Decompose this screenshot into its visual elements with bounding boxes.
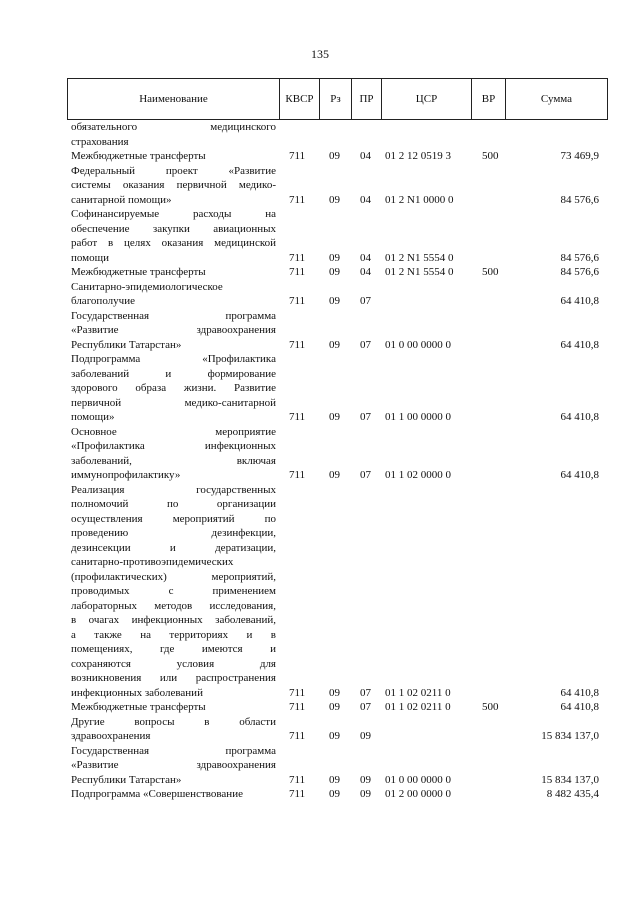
row-pr: 07 [360, 701, 371, 713]
row-name-line: лабораторных методов исследования, [71, 599, 276, 612]
row-name-line: санитарной помощи» [71, 193, 172, 206]
row-pr: 07 [360, 686, 371, 699]
row-name-line: первичной медико-санитарной [71, 396, 276, 409]
row-name [67, 207, 276, 265]
row-pr: 09 [360, 773, 371, 786]
row-name-line: благополучие [71, 295, 135, 307]
row-pr: 07 [360, 295, 371, 307]
row-name-line: Государственная программа [71, 744, 276, 757]
table-row [67, 207, 607, 265]
row-name-line: в очагах инфекционных заболеваний, [71, 614, 276, 626]
row-name-line: заболеваний, включая [71, 454, 276, 467]
row-name-line: страхования [71, 135, 129, 148]
row-name-line: Софинансируемые расходы на [71, 208, 276, 220]
row-name-line: сохраняются условия для [71, 657, 276, 670]
row-sum: 64 410,8 [560, 338, 599, 351]
row-rz: 09 [329, 150, 340, 162]
row-pr: 04 [360, 150, 371, 162]
row-name [67, 120, 276, 149]
header-name: Наименование [68, 79, 280, 120]
row-sum: 64 410,8 [560, 469, 599, 481]
row-name [67, 425, 276, 483]
row-pr: 09 [360, 788, 371, 800]
table-row [67, 149, 607, 164]
row-pr: 04 [360, 251, 371, 264]
row-vr: 500 [482, 266, 499, 278]
row-name [67, 265, 276, 280]
table-row [67, 352, 607, 425]
header-vr: ВР [472, 79, 506, 120]
row-kvsr: 711 [289, 788, 306, 800]
row-pr: 09 [360, 730, 371, 742]
row-name-line: Республики Татарстан» [71, 773, 182, 786]
row-name-line: иммунопрофилактику» [71, 469, 181, 481]
row-name-line: санитарно-противоэпидемических [71, 556, 234, 568]
row-name [67, 700, 276, 715]
row-name-line: Межбюджетные трансферты [71, 150, 206, 162]
row-csr: 01 2 N1 0000 0 [385, 193, 454, 206]
row-rz: 09 [329, 266, 340, 278]
row-name-line: Федеральный проект «Развитие [71, 164, 276, 177]
table-header [67, 78, 608, 120]
row-csr: 01 2 00 0000 0 [385, 788, 451, 800]
header-rz: Рз [320, 79, 352, 120]
row-name-line: «Развитие здравоохранения [71, 324, 276, 336]
page-number: 135 [311, 47, 329, 61]
table-row [67, 787, 607, 802]
row-rz: 09 [329, 686, 340, 699]
row-name-line: а также на территориях и в [71, 628, 276, 641]
row-kvsr: 711 [289, 411, 306, 423]
row-csr: 01 2 12 0519 3 [385, 150, 451, 162]
row-kvsr: 711 [289, 701, 306, 713]
row-name-line: Реализация государственных [71, 483, 276, 496]
table-row [67, 715, 607, 744]
row-kvsr: 711 [289, 469, 306, 481]
row-name [67, 309, 276, 353]
row-sum: 84 576,6 [560, 193, 599, 206]
row-pr: 04 [360, 266, 371, 278]
row-name-line: инфекционных заболеваний [71, 686, 203, 699]
row-name [67, 483, 276, 701]
row-name-line: Санитарно-эпидемиологическое [71, 280, 223, 293]
row-kvsr: 711 [289, 150, 306, 162]
row-vr: 500 [482, 150, 499, 162]
row-name-line: проведению дезинфекции, [71, 527, 276, 539]
row-name-line: Другие вопросы в области [71, 715, 276, 728]
table-row [67, 265, 607, 280]
row-name [67, 744, 276, 788]
row-name-line: дезинсекции и дератизации, [71, 541, 276, 554]
row-name-line: Межбюджетные трансферты [71, 266, 206, 278]
row-rz: 09 [329, 411, 340, 423]
row-name-line: помощи [71, 251, 109, 264]
row-name-line: проводимых с применением [71, 585, 276, 597]
row-name-line: полномочий по организации [71, 498, 276, 510]
row-sum: 15 834 137,0 [541, 773, 599, 786]
row-kvsr: 711 [289, 686, 306, 699]
row-name-line: Основное мероприятие [71, 425, 276, 438]
row-rz: 09 [329, 788, 340, 800]
row-csr: 01 2 N1 5554 0 [385, 251, 454, 264]
header-sum: Сумма [506, 79, 608, 120]
row-kvsr: 711 [289, 251, 306, 264]
row-name-line: заболеваний и формирование [71, 367, 276, 380]
row-kvsr: 711 [289, 773, 306, 786]
row-name-line: обеспечение закупки авиационных [71, 222, 276, 235]
row-rz: 09 [329, 469, 340, 481]
row-kvsr: 711 [289, 193, 306, 206]
row-sum: 64 410,8 [560, 686, 599, 699]
table-row [67, 483, 607, 701]
row-sum: 15 834 137,0 [541, 730, 599, 742]
table-row [67, 120, 607, 149]
row-name-line: помощи» [71, 411, 115, 423]
row-name-line: (профилактических) мероприятий, [71, 570, 276, 583]
row-kvsr: 711 [289, 730, 306, 742]
row-name [67, 164, 276, 208]
row-sum: 64 410,8 [560, 295, 599, 307]
row-kvsr: 711 [289, 338, 306, 351]
row-name-line: помещениях, где имеются и [71, 643, 276, 655]
row-name [67, 787, 276, 802]
table-row [67, 700, 607, 715]
row-rz: 09 [329, 773, 340, 786]
row-rz: 09 [329, 701, 340, 713]
table-row [67, 309, 607, 353]
row-name-line: системы оказания первичной медико- [71, 179, 276, 191]
row-sum: 8 482 435,4 [546, 788, 599, 800]
header-pr: ПР [352, 79, 382, 120]
row-csr: 01 1 00 0000 0 [385, 411, 451, 423]
table-body [67, 120, 607, 802]
row-sum: 73 469,9 [560, 150, 599, 162]
row-name-line: осуществления мероприятий по [71, 512, 276, 525]
row-kvsr: 711 [289, 295, 306, 307]
row-name-line: Подпрограмма «Совершенствование [71, 788, 243, 800]
row-name [67, 715, 276, 744]
row-rz: 09 [329, 295, 340, 307]
row-rz: 09 [329, 251, 340, 264]
row-kvsr: 711 [289, 266, 306, 278]
row-rz: 09 [329, 338, 340, 351]
row-name-line: здравоохранения [71, 730, 151, 742]
row-csr: 01 1 02 0211 0 [385, 686, 451, 699]
row-name [67, 280, 276, 309]
table-row [67, 425, 607, 483]
row-name-line: Республики Татарстан» [71, 338, 182, 351]
row-name-line: «Развитие здравоохранения [71, 759, 276, 771]
row-sum: 84 576,6 [560, 251, 599, 264]
row-name-line: работ в целях оказания медицинской [71, 237, 276, 249]
row-name [67, 149, 276, 164]
row-rz: 09 [329, 730, 340, 742]
row-csr: 01 1 02 0211 0 [385, 701, 451, 713]
row-csr: 01 0 00 0000 0 [385, 773, 451, 786]
row-pr: 04 [360, 193, 371, 206]
row-name-line: Межбюджетные трансферты [71, 701, 206, 713]
row-pr: 07 [360, 338, 371, 351]
row-pr: 07 [360, 411, 371, 423]
row-pr: 07 [360, 469, 371, 481]
row-csr: 01 2 N1 5554 0 [385, 266, 454, 278]
row-vr: 500 [482, 701, 499, 713]
row-rz: 09 [329, 193, 340, 206]
header-csr: ЦСР [382, 79, 472, 120]
row-name [67, 352, 276, 425]
table-row [67, 280, 607, 309]
header-kvsr: КВСР [280, 79, 320, 120]
table-row [67, 164, 607, 208]
row-name-line: «Профилактика инфекционных [71, 440, 276, 452]
row-sum: 84 576,6 [560, 266, 599, 278]
row-sum: 64 410,8 [560, 701, 599, 713]
table-row [67, 744, 607, 788]
row-csr: 01 1 02 0000 0 [385, 469, 451, 481]
row-name-line: возникновения или распространения [71, 672, 276, 684]
row-name-line: обязательного медицинского [71, 121, 276, 133]
row-name-line: Подпрограмма «Профилактика [71, 353, 276, 365]
row-sum: 64 410,8 [560, 411, 599, 423]
row-csr: 01 0 00 0000 0 [385, 338, 451, 351]
row-name-line: здорового образа жизни. Развитие [71, 382, 276, 394]
row-name-line: Государственная программа [71, 309, 276, 322]
